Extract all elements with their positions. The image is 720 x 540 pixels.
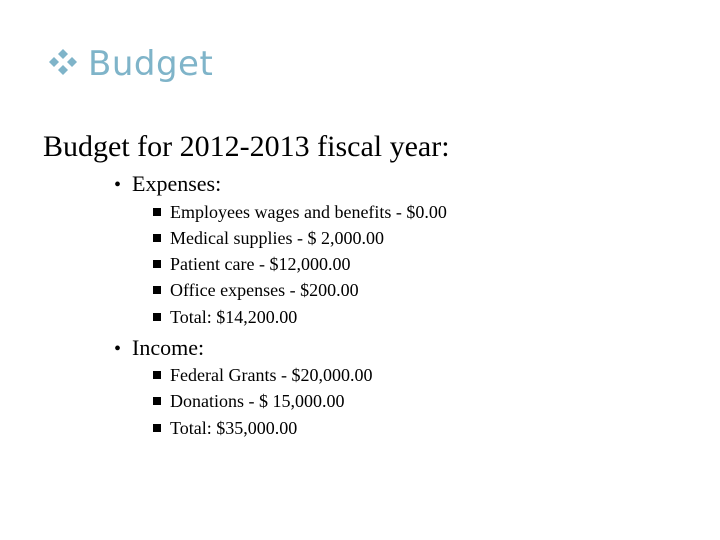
- income-bullet: [114, 335, 204, 361]
- budget-heading: Budget for 2012-2013 fiscal year:: [43, 130, 450, 163]
- square-bullet-icon: [153, 260, 161, 268]
- slide-title-row: [48, 44, 213, 84]
- list-item: [153, 280, 359, 301]
- income-item-text: Donations - $ 15,000.00: [170, 391, 345, 411]
- list-item: [153, 228, 384, 249]
- expense-item-text: Medical supplies - $ 2,000.00: [170, 228, 384, 248]
- slide-title: Budget: [88, 44, 214, 84]
- expenses-label: Expenses:: [132, 171, 222, 196]
- square-bullet-icon: [153, 286, 161, 294]
- expense-item-text: Patient care - $12,000.00: [170, 254, 351, 274]
- list-item: [153, 202, 447, 223]
- square-bullet-icon: [153, 424, 161, 432]
- square-bullet-icon: [153, 313, 161, 321]
- expense-item-text: Office expenses - $200.00: [170, 280, 359, 300]
- square-bullet-icon: [153, 234, 161, 242]
- list-item: [153, 307, 297, 328]
- income-label: Income:: [132, 335, 205, 360]
- square-bullet-icon: [153, 397, 161, 405]
- list-item: [153, 365, 372, 386]
- income-item-text: Federal Grants - $20,000.00: [170, 365, 373, 385]
- list-item: [153, 391, 345, 412]
- expense-item-text: Employees wages and benefits - $0.00: [170, 202, 447, 222]
- income-total-text: Total: $35,000.00: [170, 418, 298, 438]
- round-bullet-icon: •: [114, 174, 122, 196]
- square-bullet-icon: [153, 371, 161, 379]
- square-bullet-icon: [153, 208, 161, 216]
- list-item: [153, 418, 297, 439]
- round-bullet-icon: •: [114, 338, 122, 360]
- expense-total-text: Total: $14,200.00: [170, 307, 298, 327]
- expenses-bullet: [114, 171, 221, 197]
- list-item: [153, 254, 350, 275]
- diamond-cluster-icon: [48, 49, 78, 75]
